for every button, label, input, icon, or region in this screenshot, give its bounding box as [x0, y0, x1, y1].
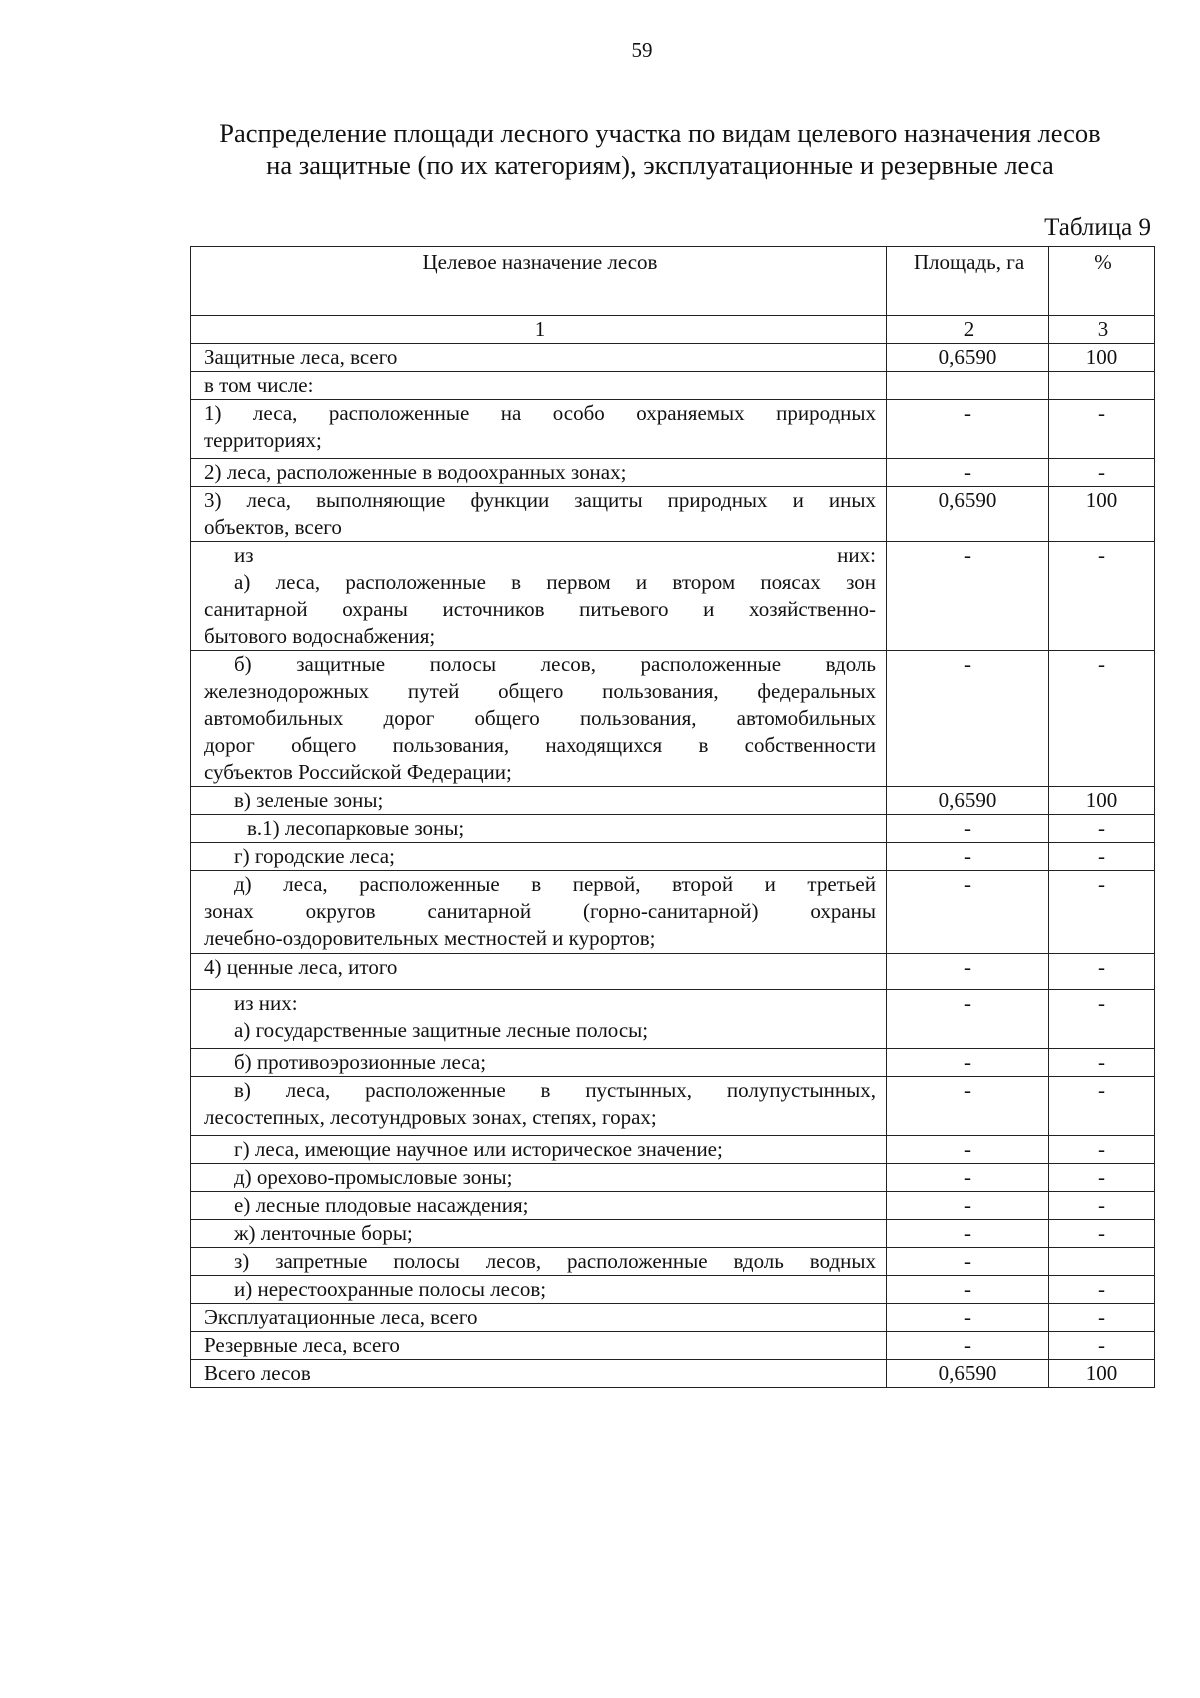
document-title [180, 117, 1140, 181]
row-purpose-line: и) нерестоохранные полосы лесов; [234, 1277, 547, 1301]
row-purpose-cell [191, 787, 887, 815]
row-percent-cell: 100 [1049, 487, 1155, 542]
row-purpose-cell [191, 1220, 887, 1248]
row-area-cell [887, 372, 1049, 400]
row-percent-cell: - [1049, 954, 1155, 990]
table-row [191, 871, 1155, 954]
row-purpose-cell [191, 542, 887, 651]
row-area-cell: - [887, 651, 1049, 787]
row-purpose-line: г) леса, имеющие научное или историческое значение; [234, 1137, 723, 1161]
row-area-cell: - [887, 871, 1049, 954]
row-percent-cell: - [1049, 1192, 1155, 1220]
row-purpose-line: 4) ценные леса, итого [204, 955, 398, 979]
table-row [191, 400, 1155, 459]
table-column-numbers-row [191, 316, 1155, 344]
table-row [191, 1192, 1155, 1220]
row-area-cell: - [887, 815, 1049, 843]
row-purpose-cell [191, 1304, 887, 1332]
table-row [191, 1049, 1155, 1077]
row-purpose-line: из них: [234, 543, 876, 567]
row-percent-cell: - [1049, 1276, 1155, 1304]
table-row [191, 787, 1155, 815]
row-area-cell: - [887, 843, 1049, 871]
row-area-cell: - [887, 1136, 1049, 1164]
row-purpose-cell [191, 1332, 887, 1360]
header-purpose: Целевое назначение лесов [191, 247, 887, 316]
row-area-cell: - [887, 1164, 1049, 1192]
row-area-cell: - [887, 542, 1049, 651]
row-purpose-cell [191, 843, 887, 871]
row-purpose-line: 2) леса, расположенные в водоохранных зонах; [204, 460, 627, 484]
table-row [191, 1304, 1155, 1332]
row-percent-cell: - [1049, 1304, 1155, 1332]
table-row [191, 990, 1155, 1049]
row-area-cell: - [887, 1077, 1049, 1136]
row-area-cell: - [887, 1304, 1049, 1332]
row-purpose-cell [191, 871, 887, 954]
row-percent-cell: - [1049, 459, 1155, 487]
row-area-cell: - [887, 954, 1049, 990]
row-purpose-cell [191, 1360, 887, 1388]
table-row [191, 459, 1155, 487]
row-purpose-line: ж) ленточные боры; [234, 1221, 413, 1245]
row-purpose-line: лечебно-оздоровительных местностей и курортов; [204, 926, 656, 950]
row-area-cell: - [887, 990, 1049, 1049]
row-purpose-cell [191, 990, 887, 1049]
row-percent-cell: - [1049, 651, 1155, 787]
row-area-cell: - [887, 1276, 1049, 1304]
row-area-cell: 0,6590 [887, 344, 1049, 372]
row-purpose-cell [191, 1192, 887, 1220]
row-percent-cell: 100 [1049, 1360, 1155, 1388]
row-purpose-line: территориях; [204, 428, 322, 452]
row-purpose-cell [191, 815, 887, 843]
table-row [191, 1360, 1155, 1388]
table-row [191, 954, 1155, 990]
row-purpose-cell [191, 1077, 887, 1136]
header-area: Площадь, га [887, 247, 1049, 316]
row-purpose-line: железнодорожных путей общего пользования, федеральных [204, 679, 876, 703]
row-percent-cell: - [1049, 1332, 1155, 1360]
row-purpose-cell [191, 1276, 887, 1304]
row-purpose-line: Резервные леса, всего [204, 1333, 400, 1357]
column-number-2: 2 [887, 316, 1049, 344]
row-area-cell: - [887, 400, 1049, 459]
row-purpose-line: Всего лесов [204, 1361, 311, 1385]
table-caption: Таблица 9 [1044, 214, 1151, 241]
header-percent: % [1049, 247, 1155, 316]
row-purpose-line: г) городские леса; [234, 844, 395, 868]
row-area-cell: - [887, 459, 1049, 487]
row-purpose-line: лесостепных, лесотундровых зонах, степях, горах; [204, 1105, 657, 1129]
row-area-cell: 0,6590 [887, 1360, 1049, 1388]
title-line-2: на защитные (по их категориям), эксплуатационные и резервные леса [266, 150, 1054, 180]
row-purpose-line: объектов, всего [204, 515, 342, 539]
row-purpose-line: в том числе: [204, 373, 314, 397]
row-percent-cell [1049, 1248, 1155, 1276]
table-row [191, 542, 1155, 651]
table-row [191, 487, 1155, 542]
row-area-cell: - [887, 1332, 1049, 1360]
row-percent-cell: - [1049, 843, 1155, 871]
row-purpose-line: в) зеленые зоны; [234, 788, 384, 812]
row-percent-cell: - [1049, 815, 1155, 843]
table-row [191, 1220, 1155, 1248]
table-row [191, 1164, 1155, 1192]
row-percent-cell: - [1049, 400, 1155, 459]
row-purpose-cell [191, 459, 887, 487]
row-percent-cell: - [1049, 1164, 1155, 1192]
row-purpose-cell [191, 954, 887, 990]
row-purpose-line: а) леса, расположенные в первом и втором поясах зон [234, 570, 876, 594]
column-number-3: 3 [1049, 316, 1155, 344]
row-area-cell: - [887, 1049, 1049, 1077]
row-area-cell: - [887, 1192, 1049, 1220]
row-purpose-cell [191, 372, 887, 400]
row-percent-cell: - [1049, 1049, 1155, 1077]
row-purpose-line: зонах округов санитарной (горно-санитарной) охраны [204, 899, 876, 923]
row-percent-cell: 100 [1049, 787, 1155, 815]
row-purpose-cell [191, 487, 887, 542]
row-percent-cell: - [1049, 1220, 1155, 1248]
table-row [191, 843, 1155, 871]
page-number: 59 [631, 38, 653, 62]
table-row [191, 1332, 1155, 1360]
row-area-cell: - [887, 1248, 1049, 1276]
row-purpose-line: д) леса, расположенные в первой, второй и третьей [234, 872, 876, 896]
row-purpose-line: субъектов Российской Федерации; [204, 760, 512, 784]
row-purpose-line: з) запретные полосы лесов, расположенные вдоль водных [234, 1249, 876, 1273]
table-row [191, 1136, 1155, 1164]
row-purpose-line: дорог общего пользования, находящихся в собственности [204, 733, 876, 757]
title-line-1: Распределение площади лесного участка по видам целевого назначения лесов [219, 118, 1101, 148]
row-area-cell: 0,6590 [887, 487, 1049, 542]
table-row [191, 372, 1155, 400]
table-row [191, 344, 1155, 372]
row-purpose-line: в) леса, расположенные в пустынных, полупустынных, [234, 1078, 876, 1102]
row-purpose-line: из них: [234, 991, 298, 1015]
table-row [191, 1276, 1155, 1304]
table-row [191, 815, 1155, 843]
row-purpose-line: д) орехово-промысловые зоны; [234, 1165, 513, 1189]
row-percent-cell: - [1049, 542, 1155, 651]
row-purpose-line: в.1) лесопарковые зоны; [247, 816, 465, 840]
row-purpose-line: а) государственные защитные лесные полосы; [234, 1018, 649, 1042]
row-percent-cell: - [1049, 871, 1155, 954]
row-percent-cell: - [1049, 1136, 1155, 1164]
row-purpose-cell [191, 344, 887, 372]
row-percent-cell: - [1049, 1077, 1155, 1136]
row-area-cell: 0,6590 [887, 787, 1049, 815]
row-purpose-line: санитарной охраны источников питьевого и хозяйственно- [204, 597, 876, 621]
forest-purpose-table [190, 246, 1155, 1388]
table-row [191, 1077, 1155, 1136]
row-purpose-cell [191, 651, 887, 787]
row-purpose-cell [191, 400, 887, 459]
row-percent-cell: 100 [1049, 344, 1155, 372]
row-purpose-line: Защитные леса, всего [204, 345, 398, 369]
row-purpose-cell [191, 1049, 887, 1077]
row-purpose-cell [191, 1164, 887, 1192]
column-number-1: 1 [191, 316, 887, 344]
table-row [191, 1248, 1155, 1276]
row-purpose-line: б) защитные полосы лесов, расположенные вдоль [234, 652, 876, 676]
row-purpose-line: 1) леса, расположенные на особо охраняемых природных [204, 401, 876, 425]
row-purpose-line: б) противоэрозионные леса; [234, 1050, 487, 1074]
table-header-row [191, 247, 1155, 316]
row-purpose-line: е) лесные плодовые насаждения; [234, 1193, 529, 1217]
row-purpose-line: 3) леса, выполняющие функции защиты природных и иных [204, 488, 876, 512]
table-row [191, 651, 1155, 787]
row-percent-cell [1049, 372, 1155, 400]
row-purpose-cell [191, 1136, 887, 1164]
row-purpose-line: Эксплуатационные леса, всего [204, 1305, 478, 1329]
row-percent-cell: - [1049, 990, 1155, 1049]
row-purpose-cell [191, 1248, 887, 1276]
row-purpose-line: бытового водоснабжения; [204, 624, 436, 648]
row-purpose-line: автомобильных дорог общего пользования, автомобильных [204, 706, 876, 730]
row-area-cell: - [887, 1220, 1049, 1248]
